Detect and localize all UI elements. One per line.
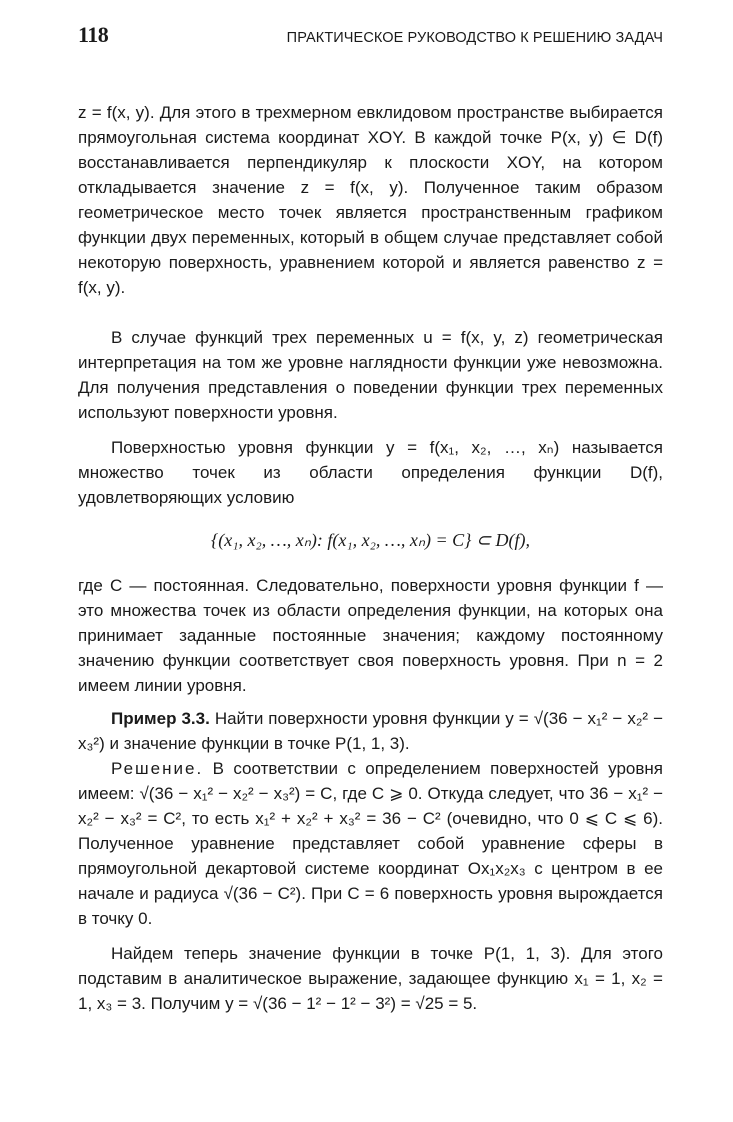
paragraph-2: В случае функций трех переменных u = f(x, y, z) геометрическая интерпретация на том же уровне наглядности функции уже невозможна. Для получения представления о поведении функции трех переменных используют поверхности уровня. bbox=[78, 328, 663, 422]
running-title: ПРАКТИЧЕСКОЕ РУКОВОДСТВО К РЕШЕНИЮ ЗАДАЧ bbox=[286, 30, 663, 46]
solution-paragraph bbox=[78, 756, 663, 931]
page-number: 118 bbox=[78, 22, 109, 47]
paragraph-3: Поверхностью уровня функции y = f(x₁, x₂, …, xₙ) называется множество точек из области определения функции D(f), удовлетворяющих условию bbox=[78, 438, 663, 507]
example-text: Найти поверхности уровня функции y = √(36 − x₁² − x₂² − x₃²) и значение функции в точке P(1, 1, 3). bbox=[78, 709, 663, 753]
paragraph-5: Найдем теперь значение функции в точке P(1, 1, 3). Для этого подставим в аналитическое выражение, задающее функцию x₁ = 1, x₂ = 1, x₃ = 3. Получим y = √(36 − 1² − 1² − 3²) = √25 = 5. bbox=[78, 944, 663, 1013]
example-label: Пример 3.3. bbox=[111, 709, 210, 728]
example-paragraph bbox=[78, 706, 663, 756]
level-set-formula: {(x₁, x₂, …, xₙ): f(x₁, x₂, …, xₙ) = C} ⊂ D(f), bbox=[211, 530, 530, 550]
page-header bbox=[78, 22, 663, 56]
paragraph-1: z = f(x, y). Для этого в трехмерном евклидовом пространстве выбирается прямоугольная система координат XOY. В каждой точке P(x, y) ∈ D(f) восстанавливается перпендикуляр к плоскости XOY, на котором откладывается значение z = f(x, y). Полученное таким образом геометрическое место точек является пространственным графиком функции двух переменных, который в общем случае представляет собой некоторую поверхность, уравнением которой и является равенство z = f(x, y). bbox=[78, 103, 663, 297]
page-body bbox=[78, 100, 663, 1016]
solution-label: Решение. bbox=[111, 759, 204, 778]
solution-text: В соответствии с определением поверхностей уровня имеем: √(36 − x₁² − x₂² − x₃²) = C, где C ⩾ 0. Откуда следует, что 36 − x₁² − x₂² − x₃² = C², то есть x₁² + x₂² + x₃² = 36 − C² (очевидно, что 0 ⩽ C ⩽ 6). Полученное уравнение представляет собой уравнение сферы в прямоугольной декартовой системе координат Ox₁x₂x₃ с центром в ее начале и радиуса √(36 − C²). При C = 6 поверхность уровня вырождается в точку 0. bbox=[78, 759, 663, 928]
paragraph-4: где C — постоянная. Следовательно, поверхности уровня функции f — это множества точек из области определения функции, на которых она принимает заданные постоянные значения; каждому постоянному значению функции соответствует своя поверхность уровня. При n = 2 имеем линии уровня. bbox=[78, 576, 663, 695]
